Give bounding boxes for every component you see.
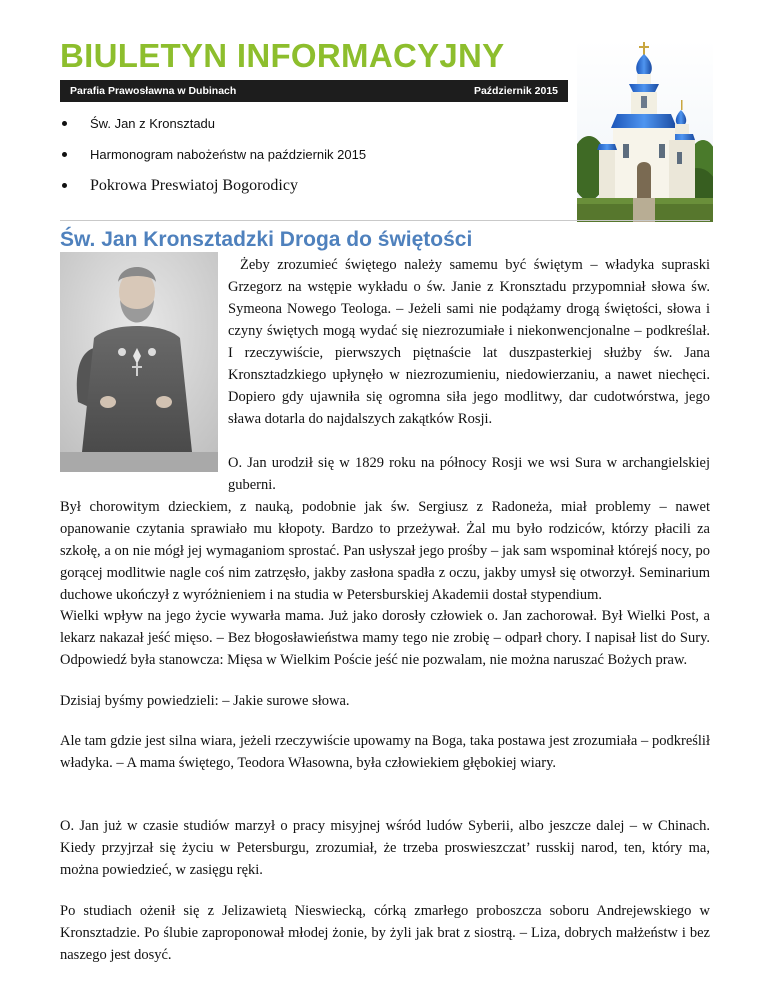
bullet-icon	[62, 152, 67, 157]
toc-item: Pokrowa Preswiatoj Bogorodicy	[60, 170, 560, 201]
section-divider	[60, 220, 710, 221]
article-paragraph: O. Jan urodził się w 1829 roku na północy Rosji we wsi Sura w archangielskiej guberni.	[228, 455, 710, 493]
toc-item: Św. Jan z Kronsztadu	[60, 108, 560, 139]
article-paragraph: Żeby zrozumieć świętego należy samemu być świętym – władyka supraski Grzegorz na wstępie wykładu o św. Janie z Kronsztadu przypomniał słowa św. Symeona Nowego Teologa. – Jeżeli sami nie podążamy drogą świętości, słowa i czyny świętych mogą wydać się niezrozumiałe i niekonwencjonalne – podkreślał. I rzeczywiście, pierwszych piętnaście lat duszpasterkiej służby św. Jana Kronsztadzkiego upłynęło w niezrozumieniu, niedowierzaniu, a nawet niechęci. Dopiero gdy ujawniła się ogromna siła jego modlitwy, dar cudotwórstwa, jego sława dotarla do najdalszych zakątków Rosji.	[228, 257, 710, 427]
parish-name: Parafia Prawosławna w Dubinach	[70, 85, 237, 97]
toc-item: Harmonogram nabożeństw na październik 2015	[60, 139, 560, 170]
article-paragraph: Wielki wpływ na jego życie wywarła mama. Już jako dorosły człowiek o. Jan zachorował. Był Wielki Post, a lekarz nakazał jeść mięso. – Bez błogosławieństwa mamy tego nie zrobię – odparł chory. I napisał list do Sury. Odpowiedź była stanowcza: Mięsa w Wielkim Poście jeść nie pozwalam, nie można naruszać Bożych praw.	[60, 608, 710, 668]
article-paragraph: Dzisiaj byśmy powiedzieli: – Jakie surowe słowa.	[60, 693, 350, 709]
article-paragraph: O. Jan już w czasie studiów marzył o pracy misyjnej wśród ludów Syberii, albo jeszcze dalej – w Chinach. Kiedy przyjrzał się życiu w Petersburgu, zrozumiał, że trzeba proswieszczat’ russkij narod, ten, który ma, można powiedzieć, w zasięgu ręki.	[60, 818, 710, 878]
article-paragraph: Był chorowitym dzieckiem, z nauką, podobnie jak św. Sergiusz z Radoneża, miał problemy – nawet opanowanie czytania sprawiało mu kłopoty. Bardzo to przeżywał. Żal mu było rodziców, którzy płacili za szkołę, a on nie mógł jej wymaganiom sprostać. Pan usłyszał jego prośby – jak sam wspominał którejś nocy, po gorącej modlitwie nagle coś nim zatrzęsło, jakby zasłona spadła z oczu, jakby umysł się otworzył. Seminarium duchowe ukończył z wyróżnieniem i na studia w Petersburskiej Akademii dostał stypendium.	[60, 499, 710, 603]
bullet-icon	[62, 183, 67, 188]
article-title: Św. Jan Kronsztadzki Droga do świętości	[60, 228, 473, 251]
bullet-icon	[62, 121, 67, 126]
article-paragraph: Po studiach ożenił się z Jelizawietą Nieswiecką, córką zmarłego proboszcza soboru Andrejewskiego w Kronsztadzie. Po ślubie zaproponował młodej żonie, by żyli jak brat z siostrą. – Liza, dobrych małżeństw i bez naszego jest dosyć.	[60, 903, 710, 963]
article-paragraph: Ale tam gdzie jest silna wiara, jeżeli rzeczywiście upowamy na Boga, taka postawa jest zrozumiała – podkreślił władyka. – A mama świętego, Teodora Własowna, była człowiekiem głębokiej wiary.	[60, 733, 710, 771]
masthead-bar	[60, 80, 568, 102]
newsletter-title: BIULETYN INFORMACYJNY	[60, 37, 505, 74]
portrait-photo	[60, 252, 218, 472]
table-of-contents	[60, 108, 560, 201]
issue-date: Październik 2015	[473, 85, 558, 97]
church-photo	[577, 40, 713, 222]
